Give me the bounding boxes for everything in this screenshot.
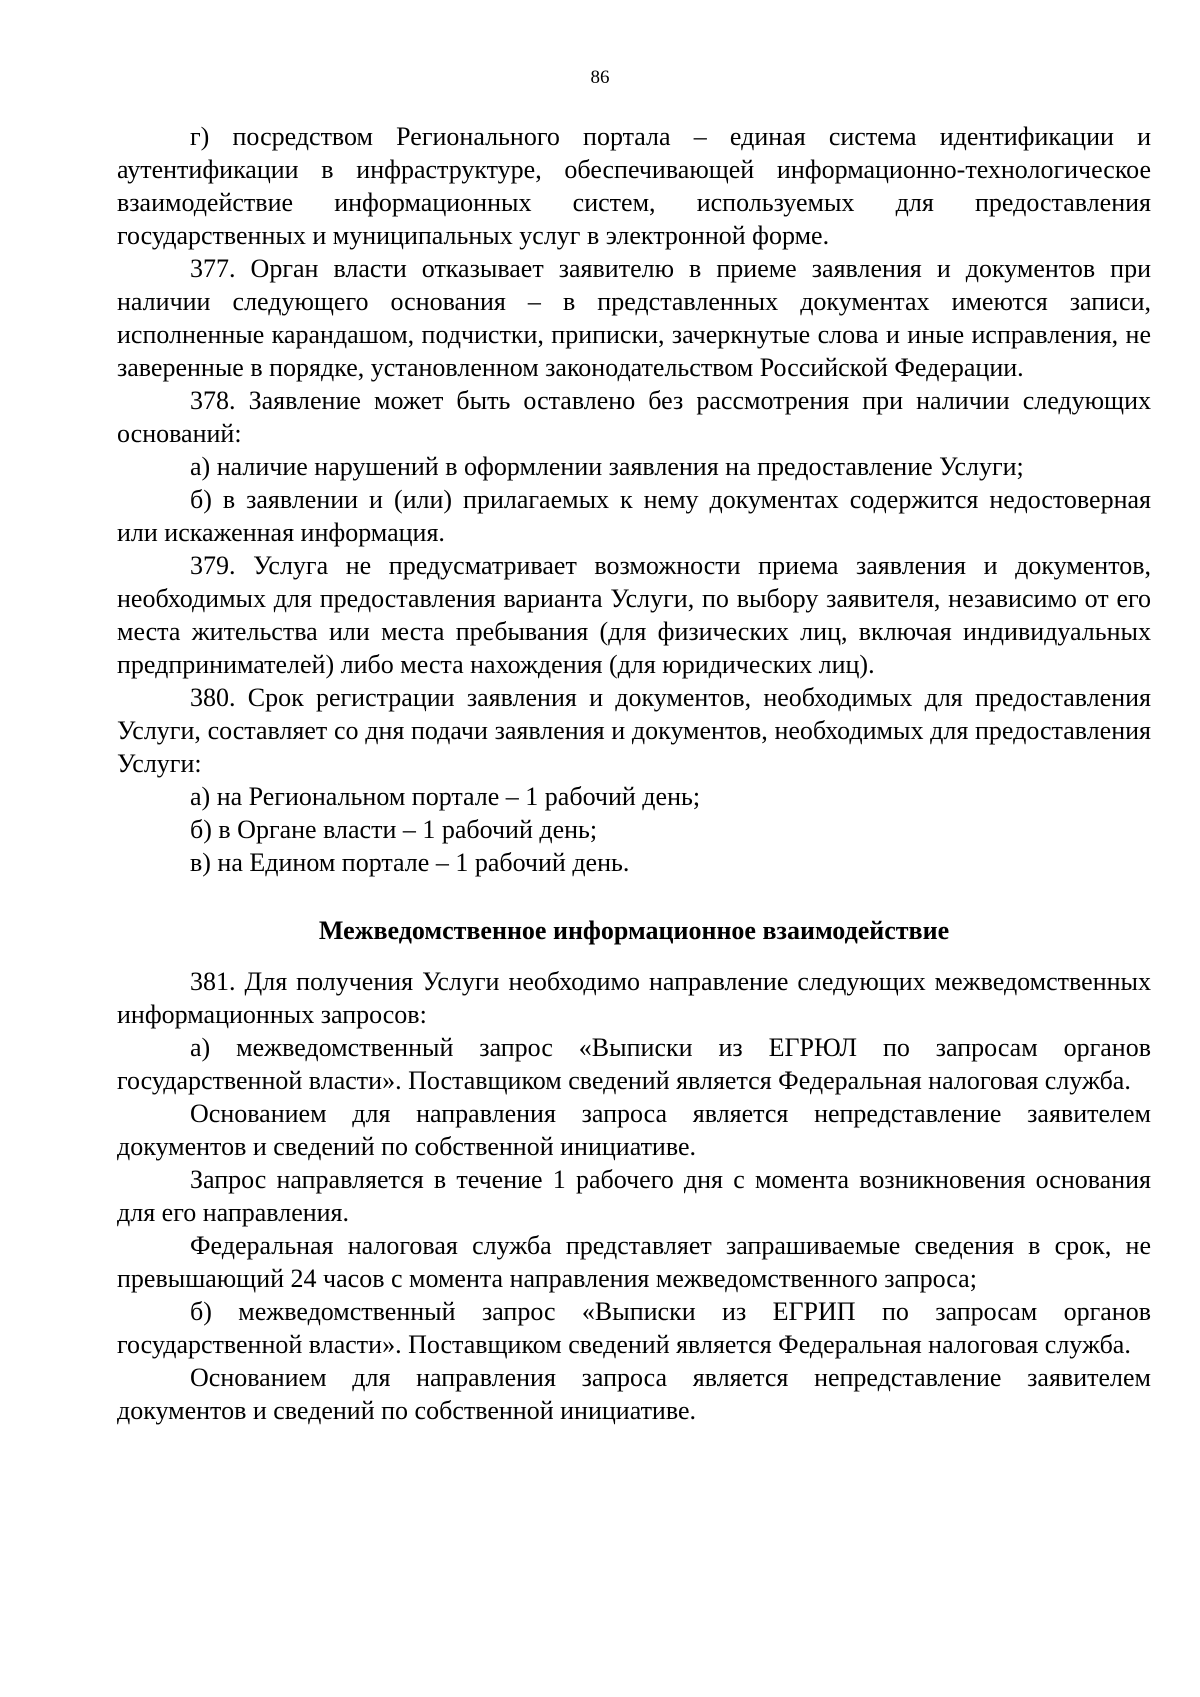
paragraph-377: 377. Орган власти отказывает заявителю в приеме заявления и документов при наличии следующего основания – в представленных документах имеются записи, исполненные карандашом, подчистки, приписки, зачеркнутые слова и иные исправления, не заверенные в порядке, установленном законодательством Российской Федерации.: [117, 254, 1151, 382]
paragraph-380-b: б) в Органе власти – 1 рабочий день;: [190, 815, 598, 844]
paragraph-378: 378. Заявление может быть оставлено без рассмотрения при наличии следующих оснований:: [117, 386, 1151, 448]
paragraph-380-a: а) на Региональном портале – 1 рабочий день;: [190, 782, 701, 811]
paragraph-378-a: а) наличие нарушений в оформлении заявления на предоставление Услуги;: [190, 452, 1024, 481]
paragraph-381-a: а) межведомственный запрос «Выписки из ЕГРЮЛ по запросам органов государственной власти». Поставщиком сведений является Федеральная налоговая служба.: [117, 1033, 1151, 1095]
paragraph-381-a-basis: Основанием для направления запроса является непредставление заявителем документов и сведений по собственной инициативе.: [117, 1099, 1151, 1161]
paragraph-380: 380. Срок регистрации заявления и документов, необходимых для предоставления Услуги, составляет со дня подачи заявления и документов, необходимых для предоставления Услуги:: [117, 683, 1151, 778]
paragraph-378-b: б) в заявлении и (или) прилагаемых к нему документах содержится недостоверная или искаженная информация.: [117, 485, 1151, 547]
document-body: [117, 120, 1151, 1427]
paragraph-380-v: в) на Едином портале – 1 рабочий день.: [190, 848, 630, 877]
paragraph-381-a-response: Федеральная налоговая служба представляет запрашиваемые сведения в срок, не превышающий 24 часов с момента направления межведомственного запроса;: [117, 1231, 1151, 1293]
paragraph-381: 381. Для получения Услуги необходимо направление следующих межведомственных информационных запросов:: [117, 967, 1151, 1029]
paragraph-381-b-basis: Основанием для направления запроса является непредставление заявителем документов и сведений по собственной инициативе.: [117, 1363, 1151, 1425]
paragraph-379: 379. Услуга не предусматривает возможности приема заявления и документов, необходимых для предоставления варианта Услуги, по выбору заявителя, независимо от его места жительства или места пребывания (для физических лиц, включая индивидуальных предпринимателей) либо места нахождения (для юридических лиц).: [117, 551, 1151, 679]
paragraph-381-b: б) межведомственный запрос «Выписки из ЕГРИП по запросам органов государственной власти». Поставщиком сведений является Федеральная налоговая служба.: [117, 1297, 1151, 1359]
paragraph-g-regional-portal: г) посредством Регионального портала – единая система идентификации и аутентификации в инфраструктуре, обеспечивающей информационно-технологическое взаимодействие информационных систем, используемых для предоставления государственных и муниципальных услуг в электронной форме.: [117, 122, 1151, 250]
page-number: 86: [590, 67, 610, 88]
paragraph-381-a-term: Запрос направляется в течение 1 рабочего дня с момента возникновения основания для его направления.: [117, 1165, 1151, 1227]
section-heading: Межведомственное информационное взаимодействие: [318, 916, 950, 945]
